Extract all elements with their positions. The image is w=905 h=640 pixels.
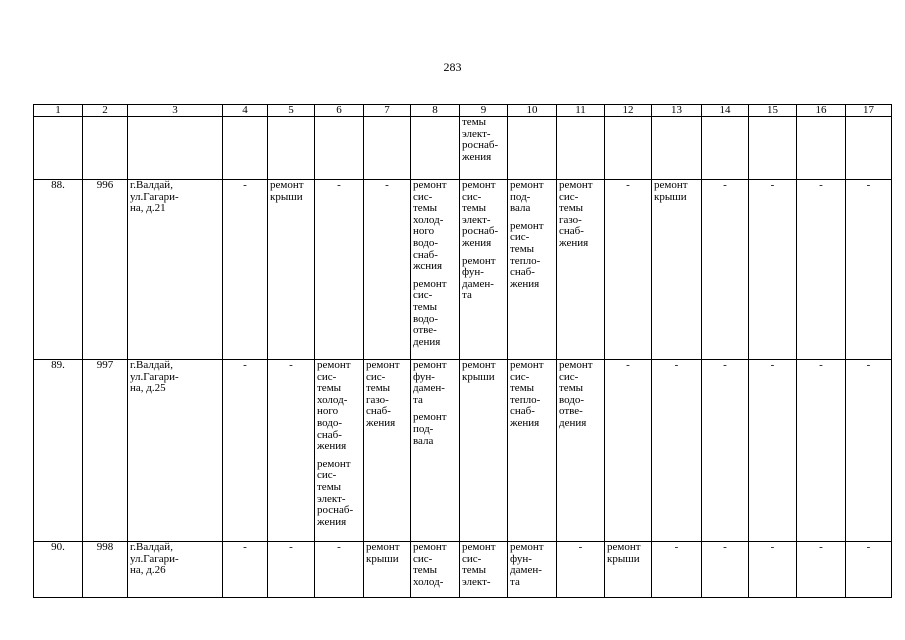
- work-line: роснаб-: [462, 139, 499, 152]
- empty-cell: [364, 117, 411, 180]
- work-cell: [508, 180, 557, 360]
- dash-cell: -: [315, 180, 364, 360]
- work-line: ремонт: [510, 219, 544, 232]
- work-cell: [508, 542, 557, 598]
- work-cell: [364, 542, 411, 598]
- work-line: темы: [510, 242, 535, 255]
- work-line: ремонт: [413, 179, 447, 191]
- work-line: ремонт: [510, 359, 544, 371]
- work-line: снаб-: [510, 266, 535, 279]
- work-entry: [462, 180, 505, 250]
- work-line: сис-: [413, 289, 433, 302]
- column-number: 12: [605, 105, 652, 117]
- work-line: холод-: [317, 393, 348, 406]
- address-line: г.Валдай,: [130, 359, 173, 371]
- dash-cell: -: [797, 542, 846, 598]
- work-line: отве-: [559, 405, 583, 418]
- empty-cell: [797, 117, 846, 180]
- work-line: ремонт: [559, 359, 593, 371]
- work-entry: [413, 360, 457, 406]
- work-line: ремонт: [654, 179, 688, 191]
- work-line: крыши: [607, 552, 640, 565]
- column-number: 17: [846, 105, 892, 117]
- work-entry: [413, 180, 457, 273]
- work-line: вала: [413, 434, 434, 447]
- dash-cell: -: [315, 542, 364, 598]
- empty-cell: [652, 117, 702, 180]
- work-cell: [460, 360, 508, 542]
- column-number: 10: [508, 105, 557, 117]
- column-number: 7: [364, 105, 411, 117]
- work-line: жения: [510, 277, 540, 290]
- work-line: ремонт: [510, 541, 544, 553]
- work-line: ремонт: [366, 359, 400, 371]
- work-cell: [411, 360, 460, 542]
- work-line: элект-: [462, 575, 491, 588]
- work-cell: [315, 360, 364, 542]
- work-entry: [510, 542, 554, 588]
- work-line: элект-: [317, 492, 346, 505]
- work-line: темы: [317, 480, 342, 493]
- row-number: 88.: [34, 180, 83, 360]
- work-line: темы: [317, 382, 342, 395]
- work-line: ремонт: [559, 179, 593, 191]
- work-line: темы: [413, 564, 438, 577]
- empty-cell: [315, 117, 364, 180]
- work-line: жения: [510, 416, 540, 429]
- work-line: сис-: [317, 370, 337, 383]
- work-line: снаб-: [559, 225, 584, 238]
- work-line: ремонт: [607, 541, 641, 553]
- dash-cell: -: [846, 542, 892, 598]
- work-line: темы: [559, 202, 584, 215]
- dash-cell: -: [223, 180, 268, 360]
- table-row: [34, 360, 892, 542]
- work-cell: [652, 180, 702, 360]
- work-line: дения: [413, 335, 441, 348]
- work-cell: [557, 360, 605, 542]
- dash-cell: -: [557, 542, 605, 598]
- column-number: 1: [34, 105, 83, 117]
- row-number: 89.: [34, 360, 83, 542]
- column-number: 16: [797, 105, 846, 117]
- row-number: 90.: [34, 542, 83, 598]
- work-entry: [413, 279, 457, 349]
- column-number: 13: [652, 105, 702, 117]
- dash-cell: -: [605, 360, 652, 542]
- work-line: снаб-: [413, 248, 438, 261]
- work-line: сис-: [413, 190, 433, 203]
- work-line: фун-: [413, 370, 435, 383]
- page-number: 283: [443, 60, 462, 74]
- work-cell: [508, 360, 557, 542]
- work-line: темы: [413, 300, 438, 313]
- work-line: под-: [510, 190, 531, 203]
- dash-cell: -: [797, 180, 846, 360]
- work-entry: [654, 180, 699, 203]
- table-row: [34, 542, 892, 598]
- work-entry: [559, 180, 602, 250]
- work-line: ремонт: [317, 457, 351, 470]
- column-number: 3: [128, 105, 223, 117]
- dash-cell: -: [652, 542, 702, 598]
- work-line: тепло-: [510, 254, 541, 267]
- empty-cell: [128, 117, 223, 180]
- building-code: 996: [83, 180, 128, 360]
- work-line: элект-: [462, 127, 491, 140]
- work-entry: [413, 542, 457, 588]
- address-cell: [128, 360, 223, 542]
- empty-cell: [223, 117, 268, 180]
- work-line: крыши: [270, 190, 303, 203]
- dash-cell: -: [223, 360, 268, 542]
- work-entry: [270, 180, 312, 203]
- work-line: темы: [462, 564, 487, 577]
- dash-cell: -: [702, 360, 749, 542]
- address-line: ул.Гагари-: [130, 190, 179, 203]
- continuation-row: [34, 117, 892, 180]
- work-line: сис-: [317, 469, 337, 482]
- dash-cell: -: [846, 360, 892, 542]
- work-line: снаб-: [317, 428, 342, 441]
- work-cell: [411, 180, 460, 360]
- work-entry: [413, 412, 457, 447]
- column-number: 4: [223, 105, 268, 117]
- work-line: темы: [462, 202, 487, 215]
- address-line: ул.Гагари-: [130, 552, 179, 565]
- work-line: водо-: [413, 312, 439, 325]
- work-line: роснаб-: [462, 225, 499, 238]
- work-entry: [510, 180, 554, 215]
- work-cell: [460, 180, 508, 360]
- work-line: ного: [317, 405, 339, 418]
- empty-cell: [411, 117, 460, 180]
- work-entry: [366, 360, 408, 430]
- address-line: ул.Гагари-: [130, 370, 179, 383]
- column-number: 6: [315, 105, 364, 117]
- dash-cell: -: [364, 180, 411, 360]
- table-body: [34, 105, 892, 598]
- work-line: крыши: [462, 370, 495, 383]
- work-entry: [462, 542, 505, 588]
- address-line: на, д.26: [130, 564, 166, 577]
- work-line: водо-: [317, 416, 343, 429]
- work-line: темы: [413, 202, 438, 215]
- work-line: ремонт: [366, 541, 400, 553]
- work-line: отве-: [413, 324, 437, 337]
- work-line: темы: [510, 382, 535, 395]
- column-number: 14: [702, 105, 749, 117]
- column-number: 15: [749, 105, 797, 117]
- work-entry: [462, 360, 505, 383]
- dash-cell: -: [749, 542, 797, 598]
- table-row: [34, 180, 892, 360]
- work-line: водо-: [559, 393, 585, 406]
- work-entry: [317, 360, 361, 453]
- work-entry: [462, 256, 505, 302]
- address-cell: [128, 542, 223, 598]
- work-line: ремонт: [462, 541, 496, 553]
- work-line: сис-: [559, 190, 579, 203]
- work-line: сис-: [462, 190, 482, 203]
- work-line: ремонт: [413, 277, 447, 290]
- empty-cell: [702, 117, 749, 180]
- work-line: крыши: [654, 190, 687, 203]
- column-number: 2: [83, 105, 128, 117]
- work-line: сис-: [559, 370, 579, 383]
- column-number: 8: [411, 105, 460, 117]
- work-line: сис-: [413, 552, 433, 565]
- column-number: 5: [268, 105, 315, 117]
- work-line: жсния: [413, 260, 443, 273]
- work-line: снаб-: [366, 405, 391, 418]
- repair-schedule-table: [33, 104, 892, 598]
- work-line: ремонт: [413, 359, 447, 371]
- dash-cell: -: [268, 360, 315, 542]
- dash-cell: -: [223, 542, 268, 598]
- work-line: снаб-: [510, 405, 535, 418]
- work-entry: [366, 542, 408, 565]
- work-line: ремонт: [317, 359, 351, 371]
- empty-cell: [749, 117, 797, 180]
- work-line: вала: [510, 202, 531, 215]
- address-line: г.Валдай,: [130, 179, 173, 191]
- work-line: ремонт: [462, 179, 496, 191]
- work-line: жения: [462, 150, 492, 163]
- dash-cell: -: [268, 542, 315, 598]
- empty-cell: [83, 117, 128, 180]
- work-line: ремонт: [413, 541, 447, 553]
- work-entry: [510, 360, 554, 430]
- dash-cell: -: [702, 180, 749, 360]
- column-number: 9: [460, 105, 508, 117]
- empty-cell: [605, 117, 652, 180]
- work-line: сис-: [462, 552, 482, 565]
- work-line: ремонт: [462, 254, 496, 267]
- work-line: дения: [559, 416, 587, 429]
- work-entry: [607, 542, 649, 565]
- work-entry: [559, 360, 602, 430]
- work-line: ремонт: [413, 411, 447, 424]
- dash-cell: -: [749, 180, 797, 360]
- building-code: 997: [83, 360, 128, 542]
- work-line: ремонт: [462, 359, 496, 371]
- work-line: жения: [317, 440, 347, 453]
- work-line: ного: [413, 225, 435, 238]
- dash-cell: -: [749, 360, 797, 542]
- work-entry: [510, 221, 554, 291]
- work-cell: [460, 542, 508, 598]
- work-line: та: [413, 393, 423, 406]
- work-line: жения: [366, 416, 396, 429]
- work-line: та: [510, 575, 520, 588]
- work-line: дамен-: [510, 564, 542, 577]
- empty-cell: [268, 117, 315, 180]
- address-line: на, д.25: [130, 382, 166, 395]
- work-line: фун-: [510, 552, 532, 565]
- work-line: жения: [559, 236, 589, 249]
- work-cell: [364, 360, 411, 542]
- work-line: тепло-: [510, 393, 541, 406]
- work-cell: [268, 180, 315, 360]
- work-line: роснаб-: [317, 504, 354, 517]
- work-cell: [605, 542, 652, 598]
- work-line: сис-: [510, 370, 530, 383]
- work-line: холод-: [413, 575, 444, 588]
- header-row: [34, 105, 892, 117]
- work-line: темы: [462, 116, 487, 128]
- work-line: темы: [559, 382, 584, 395]
- work-line: темы: [366, 382, 391, 395]
- work-line: водо-: [413, 236, 439, 249]
- continued-work-cell: [460, 117, 508, 180]
- dash-cell: -: [702, 542, 749, 598]
- address-line: на, д.21: [130, 202, 166, 215]
- work-line: элект-: [462, 213, 491, 226]
- work-line: сис-: [510, 231, 530, 244]
- address-cell: [128, 180, 223, 360]
- work-line: та: [462, 289, 472, 302]
- work-line: под-: [413, 422, 434, 435]
- work-line: дамен-: [413, 382, 445, 395]
- work-line: газо-: [366, 393, 389, 406]
- work-cell: [411, 542, 460, 598]
- work-line: дамен-: [462, 277, 494, 290]
- building-code: 998: [83, 542, 128, 598]
- column-number: 11: [557, 105, 605, 117]
- work-line: фун-: [462, 266, 484, 279]
- work-line: сис-: [366, 370, 386, 383]
- work-line: газо-: [559, 213, 582, 226]
- work-line: холод-: [413, 213, 444, 226]
- dash-cell: -: [797, 360, 846, 542]
- empty-cell: [508, 117, 557, 180]
- work-cell: [557, 180, 605, 360]
- empty-cell: [34, 117, 83, 180]
- work-line: ремонт: [510, 179, 544, 191]
- dash-cell: -: [846, 180, 892, 360]
- address-line: г.Валдай,: [130, 541, 173, 553]
- work-entry: [317, 459, 361, 529]
- dash-cell: -: [605, 180, 652, 360]
- work-line: ремонт: [270, 179, 304, 191]
- empty-cell: [846, 117, 892, 180]
- empty-cell: [557, 117, 605, 180]
- work-line: жения: [462, 236, 492, 249]
- work-line: крыши: [366, 552, 399, 565]
- dash-cell: -: [652, 360, 702, 542]
- work-line: жения: [317, 515, 347, 528]
